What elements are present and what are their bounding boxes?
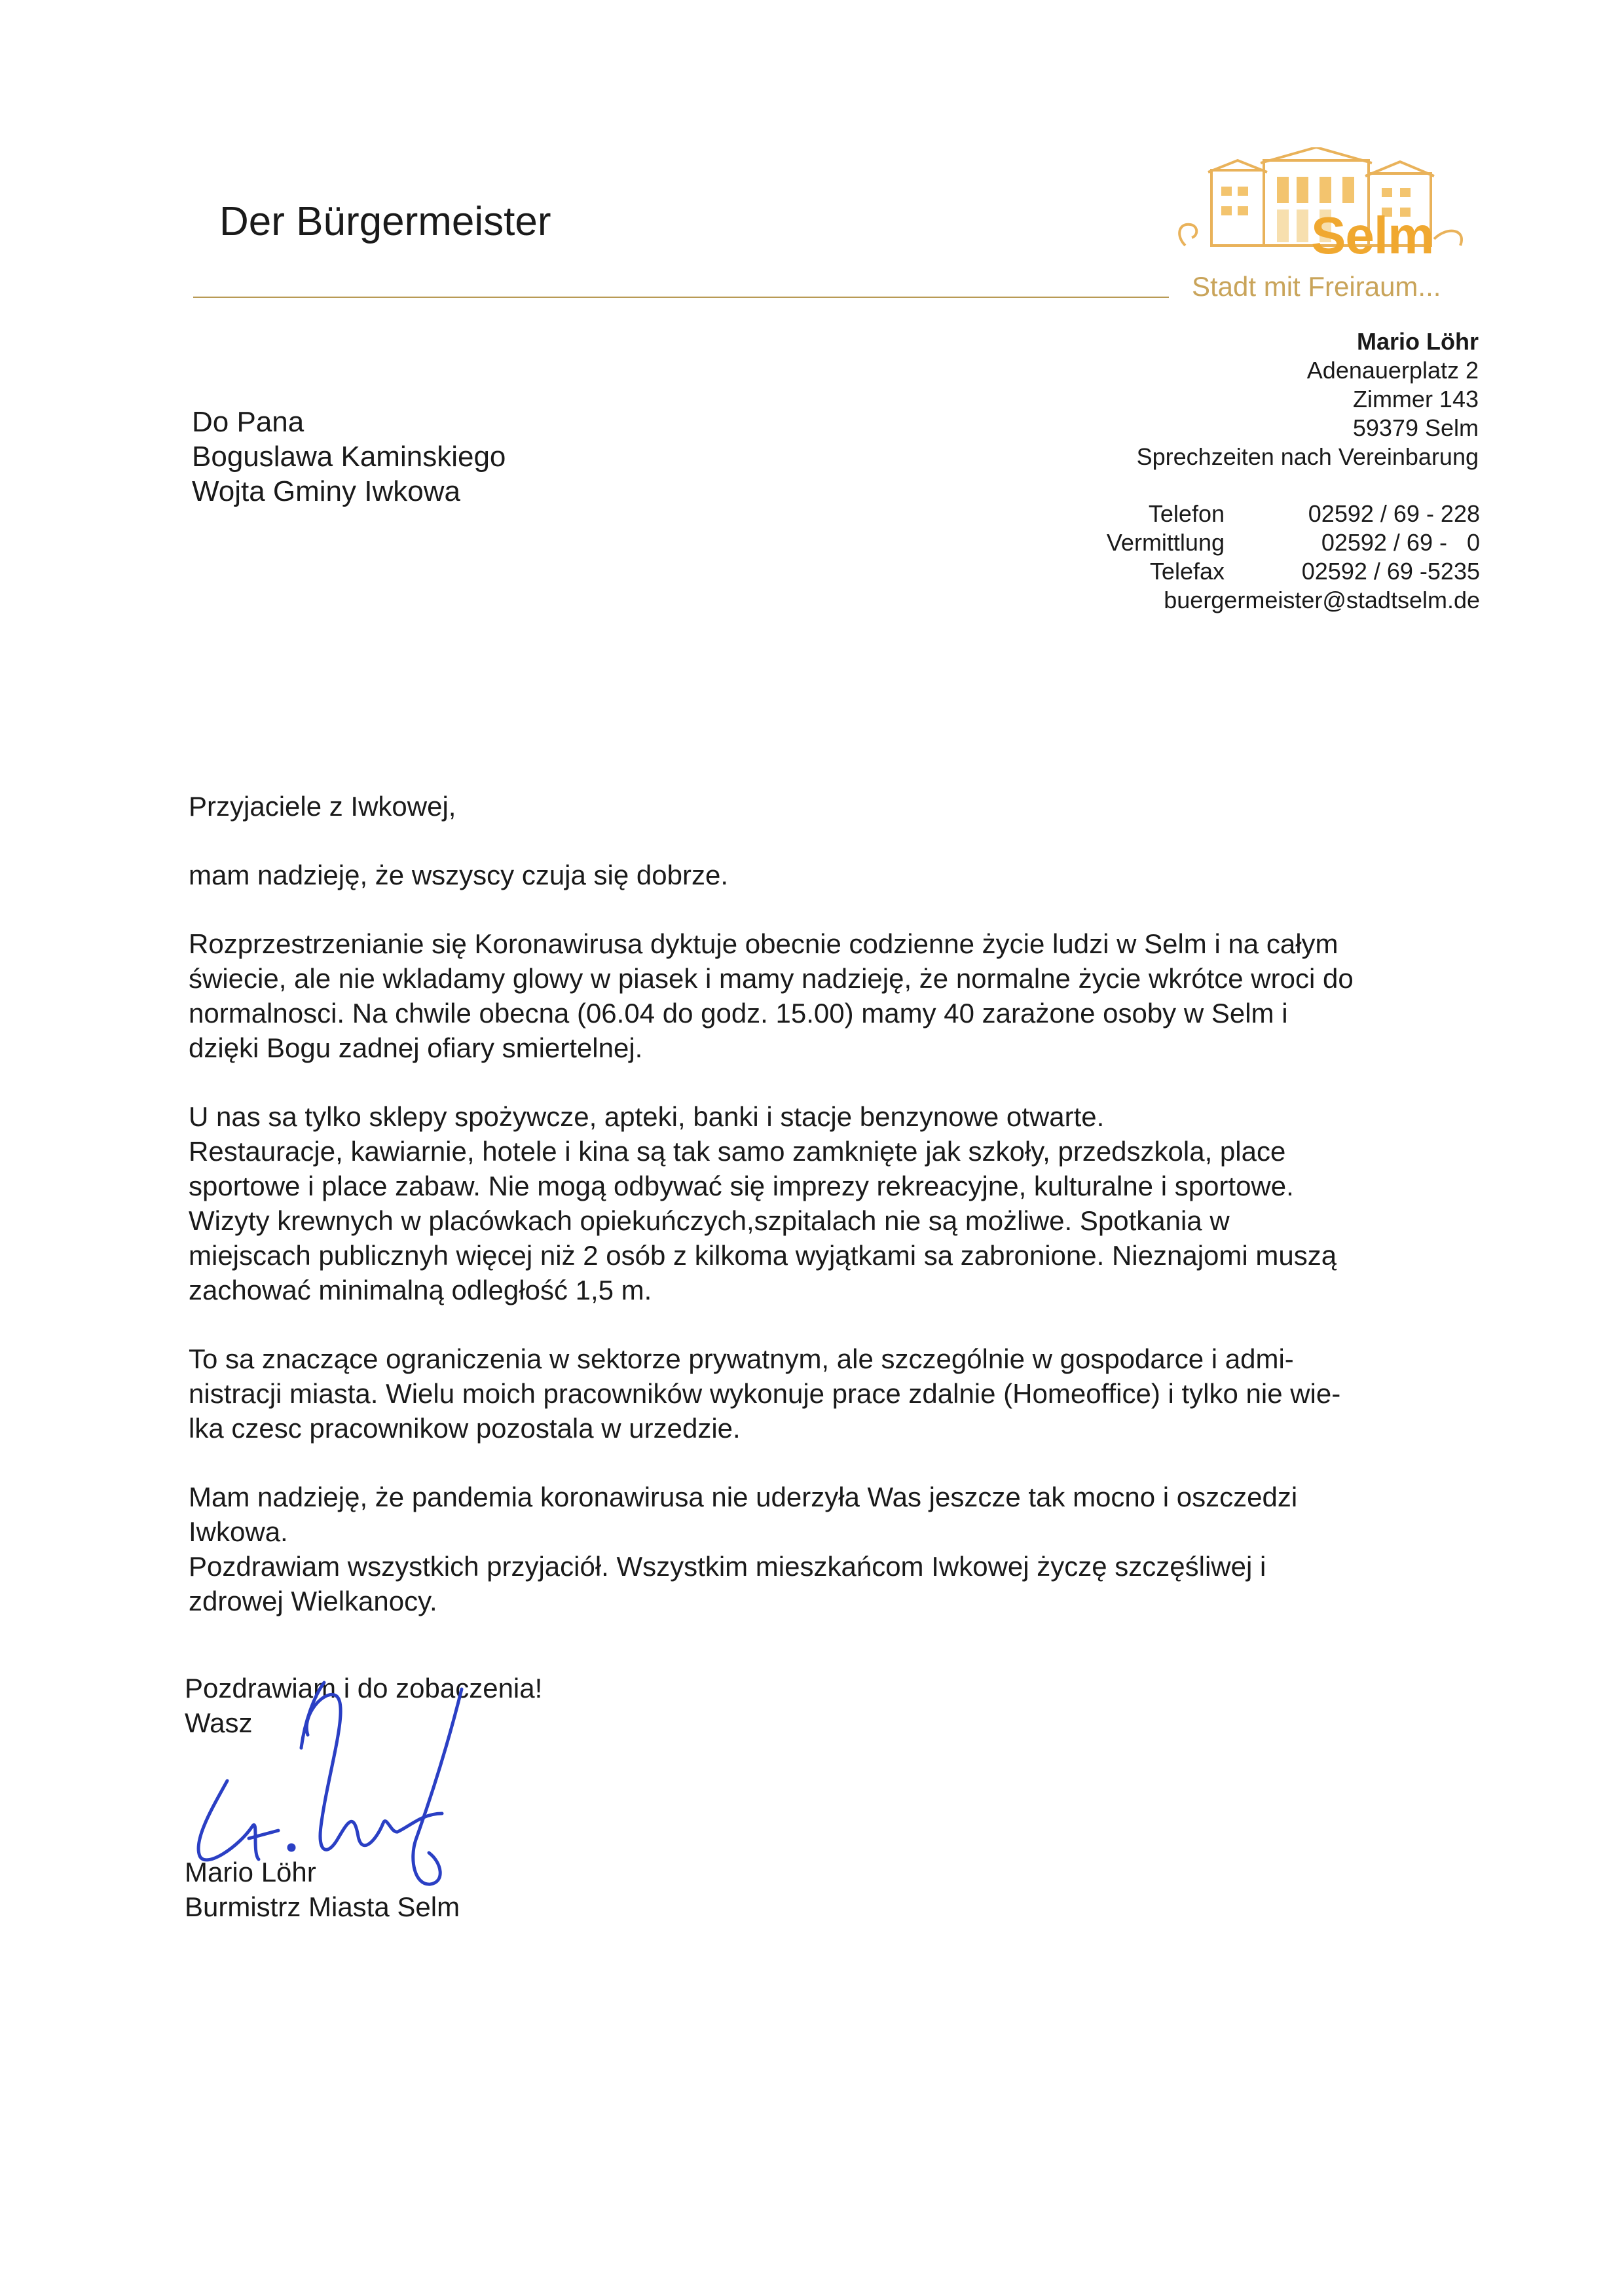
contact-row-email [1022,586,1480,615]
body-paragraph-1 [189,858,1472,892]
signer-name: Mario Löhr [185,1857,316,1887]
body-line: świecie, ale nie wkladamy glowy w piasek i mamy nadzieję, że normalne życie wkrótce wroci do [189,963,1354,994]
body-line: miejscach publicznyh więcej niż 2 osób z kilkoma wyjątkami sa zabronione. Nieznajomi muszą [189,1240,1337,1271]
logo-tagline: Stadt mit Freiraum... [1192,271,1441,302]
contact-label: Telefax [1149,558,1225,585]
body-line: nistracji miasta. Wielu moich pracowników wykonuje prace zdalnie (Homeoffice) i tylko nie wie- [189,1378,1341,1409]
body-line: normalnosci. Na chwile obecna (06.04 do godz. 15.00) mamy 40 zarażone osoby w Selm i [189,998,1288,1029]
recipient-line: Wojta Gminy Iwkowa [192,475,460,507]
sender-room: Zimmer 143 [1352,386,1479,412]
contact-value: 02592 / 69 - 0 [1321,529,1480,556]
recipient-address [192,405,506,509]
letter-body [189,789,1472,1618]
body-line: Pozdrawiam wszystkich przyjaciół. Wszystkim mieszkańcom Iwkowej życzę szczęśliwej i [189,1551,1266,1582]
letterhead-title: Der Bürgermeister [219,199,551,244]
body-line: Mam nadzieję, że pandemia koronawirusa nie uderzyła Was jeszcze tak mocno i oszczedzi [189,1482,1298,1512]
body-line: sportowe i place zabaw. Nie mogą odbywać się imprezy rekreacyjne, kulturalne i sportowe. [189,1171,1294,1201]
contact-label: Vermittlung [1106,529,1225,556]
logo-wordmark: Selm [1311,206,1434,264]
contact-value: 02592 / 69 -5235 [1301,558,1480,585]
body-line: zdrowej Wielkanocy. [189,1586,437,1616]
sender-name: Mario Löhr [1357,328,1479,355]
contact-row-telefon [1022,500,1480,528]
contact-row-vermittlung [1022,528,1480,557]
body-paragraph-4 [189,1341,1472,1446]
body-line: mam nadzieję, że wszyscy czuja się dobrze. [189,860,728,890]
contact-row-telefax [1022,557,1480,586]
body-line: Restauracje, kawiarnie, hotele i kina są tak samo zamknięte jak szkoły, przedszkola, place [189,1136,1286,1167]
sender-email: buergermeister@stadtselm.de [1164,587,1480,613]
salutation: Przyjaciele z Iwkowej, [189,791,456,822]
signer-title: Burmistrz Miasta Selm [185,1891,460,1922]
contact-value: 02592 / 69 - 228 [1308,500,1480,527]
recipient-line: Boguslawa Kaminskiego [192,441,506,473]
sender-address [1137,327,1479,471]
body-line: U nas sa tylko sklepy spożywcze, apteki, banki i stacje benzynowe otwarte. [189,1101,1105,1132]
recipient-line: Do Pana [192,406,304,438]
contact-label: Telefon [1148,500,1225,527]
body-line: lka czesc pracownikow pozostala w urzedzie. [189,1413,741,1444]
body-paragraph-2 [189,926,1472,1065]
body-line: Wizyty krewnych w placówkach opiekuńczych,szpitalach nie są możliwe. Spotkania w [189,1205,1230,1236]
body-line: dzięki Bogu zadnej ofiary smiertelnej. [189,1032,643,1063]
closing-line: Pozdrawiam i do zobaczenia! [185,1673,543,1704]
body-paragraph-5 [189,1480,1472,1618]
sender-contacts [1022,500,1480,615]
sender-city: 59379 Selm [1352,414,1479,441]
city-logo [1172,147,1486,304]
letterhead-rule [193,297,1169,298]
body-line: Rozprzestrzenianie się Koronawirusa dyktuje obecnie codzienne życie ludzi w Selm i na całym [189,928,1338,959]
sender-hours: Sprechzeiten nach Vereinbarung [1136,443,1479,470]
sender-street: Adenauerplatz 2 [1306,357,1479,384]
body-line: To sa znaczące ograniczenia w sektorze prywatnym, ale szczególnie w gospodarce i admi- [189,1343,1294,1374]
signer-block [185,1855,460,1924]
body-line: zachować minimalną odległość 1,5 m. [189,1275,652,1305]
closing-line: Wasz [185,1707,253,1738]
body-paragraph-3 [189,1099,1472,1307]
body-line: Iwkowa. [189,1516,288,1547]
